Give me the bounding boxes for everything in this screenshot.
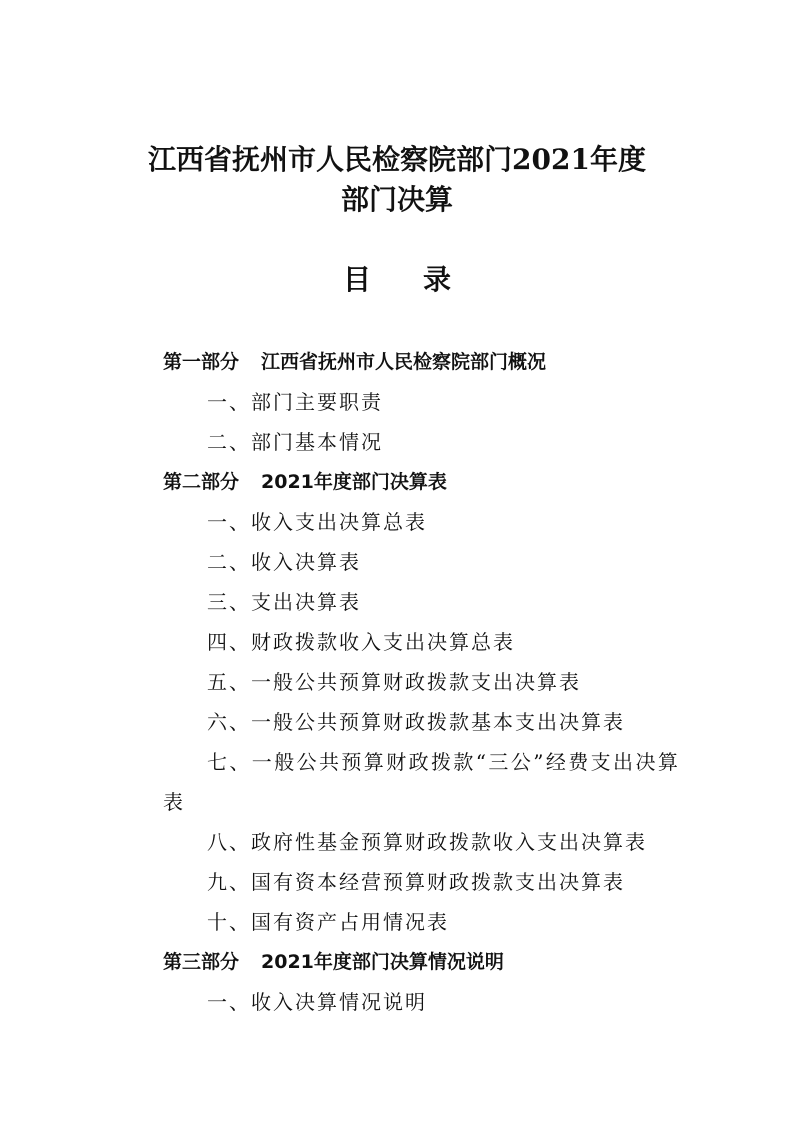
toc-part-title: 2021年度部门决算表 [261,471,447,493]
toc-part-1 [163,342,683,382]
table-of-contents [163,342,683,1022]
toc-part-3 [163,942,683,982]
toc-item: 五、一般公共预算财政拨款支出决算表 [207,670,581,694]
toc-part-title: 江西省抚州市人民检察院部门概况 [261,351,547,373]
toc-item: 一、部门主要职责 [207,390,383,414]
toc-item: 一、收入支出决算总表 [207,510,427,534]
toc-item-continuation: 表 [163,790,185,814]
toc-part-label: 第三部分 [163,951,240,973]
toc-heading: 目录 [342,263,503,296]
document-title-line-1: 江西省抚州市人民检察院部门2021年度 [148,143,646,176]
toc-item: 二、部门基本情况 [207,430,383,454]
toc-part-title: 2021年度部门决算情况说明 [261,951,504,973]
toc-item: 九、国有资本经营预算财政拨款支出决算表 [207,870,625,894]
toc-part-2 [163,462,683,502]
toc-item: 十、国有资产占用情况表 [207,910,449,934]
toc-item: 三、支出决算表 [207,590,361,614]
toc-item: 七、一般公共预算财政拨款“三公”经费支出决算 [207,750,681,774]
document-title-line-2: 部门决算 [340,183,453,216]
toc-item: 六、一般公共预算财政拨款基本支出决算表 [207,710,625,734]
toc-part-label: 第一部分 [163,351,240,373]
toc-item: 八、政府性基金预算财政拨款收入支出决算表 [207,830,647,854]
toc-item: 二、收入决算表 [207,550,361,574]
toc-item: 四、财政拨款收入支出决算总表 [207,630,515,654]
toc-part-label: 第二部分 [163,471,240,493]
toc-item: 一、收入决算情况说明 [207,990,427,1014]
